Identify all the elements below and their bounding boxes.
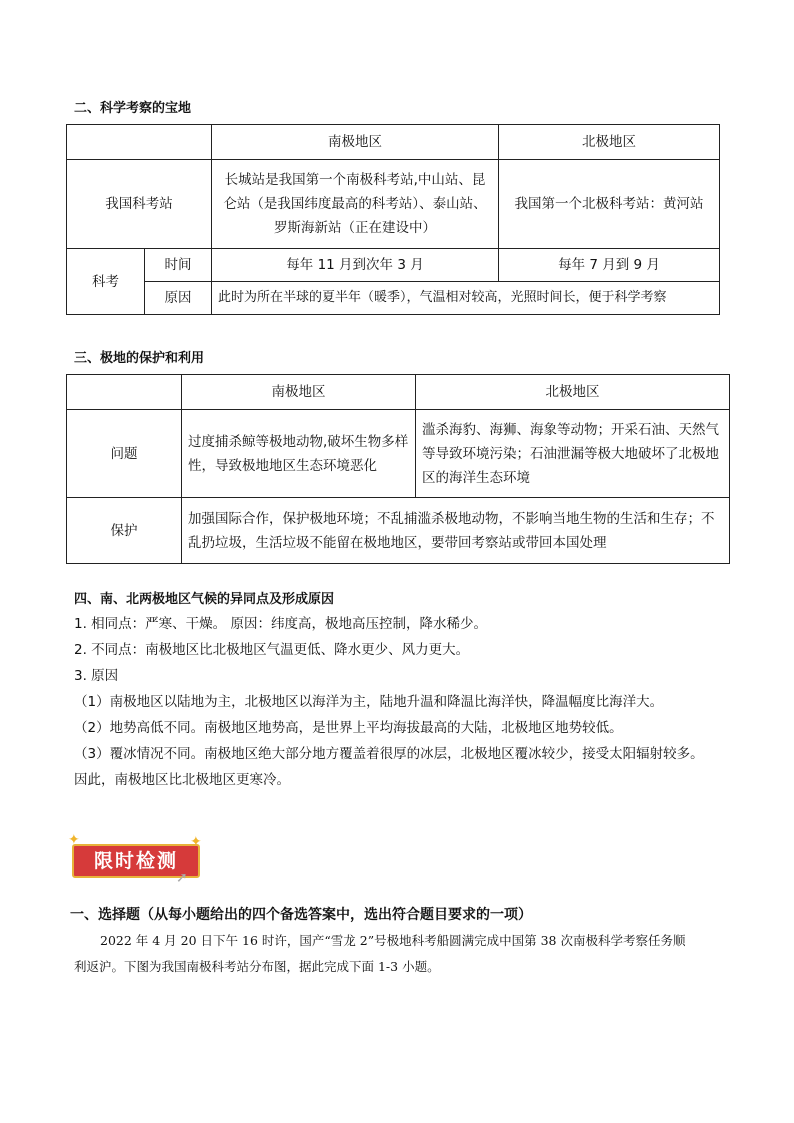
quiz-intro-line: 利返沪。下图为我国南极科考站分布图，据此完成下面 1-3 小题。: [74, 959, 440, 974]
header-south-2: 南极地区: [182, 375, 416, 410]
reason-label: 原因: [145, 282, 212, 315]
time-label: 时间: [145, 249, 212, 282]
time-south: 每年 11 月到次年 3 月: [212, 249, 499, 282]
star-icon: ✦: [190, 834, 202, 850]
climate-line: （2）地势高低不同。南极地区地势高，是世界上平均海拔最高的大陆，北极地区地势较低。: [74, 720, 623, 736]
problem-label: 问题: [67, 410, 182, 498]
problem-south: 过度捕杀鲸等极地动物,破坏生物多样性，导致极地地区生态环境恶化: [182, 410, 416, 498]
header-north-2: 北极地区: [416, 375, 730, 410]
star-icon: ✦: [68, 832, 80, 848]
section2-heading: 二、科学考察的宝地: [74, 101, 192, 116]
station-label: 我国科考站: [67, 160, 212, 249]
kekao-label: 科考: [67, 249, 145, 315]
climate-line: 因此，南极地区比北极地区更寒冷。: [74, 772, 290, 788]
badge-label: 限时检测: [72, 844, 200, 878]
timed-test-badge: [68, 832, 204, 886]
station-south: 长城站是我国第一个南极科考站,中山站、昆仑站（是我国纬度最高的科考站）、泰山站、罗斯海新站（正在建设中）: [212, 160, 499, 249]
climate-line: 2. 不同点：南极地区比北极地区气温更低、降水更少、风力更大。: [74, 642, 470, 658]
section4-heading: 四、南、北两极地区气候的异同点及形成原因: [74, 592, 335, 607]
station-table: [66, 124, 720, 315]
cursor-icon: ➚: [176, 870, 188, 886]
corner-cell-2: [67, 375, 182, 410]
climate-line: （1）南极地区以陆地为主，北极地区以海洋为主，陆地升温和降温比海洋快，降温幅度比海洋大。: [74, 694, 664, 710]
climate-line: 1. 相同点：严寒、干燥。 原因：纬度高，极地高压控制，降水稀少。: [74, 616, 487, 632]
header-north: 北极地区: [499, 125, 720, 160]
protect-text: 加强国际合作，保护极地环境；不乱捕滥杀极地动物，不影响当地生物的生活和生存；不乱扔垃圾，生活垃圾不能留在极地地区，要带回考察站或带回本国处理: [182, 498, 730, 564]
quiz-intro-line: 2022 年 4 月 20 日下午 16 时许，国产“雪龙 2”号极地科考船圆满完成中国第 38 次南极科学考察任务顺: [100, 933, 686, 948]
corner-cell: [67, 125, 212, 160]
section4-body: [74, 611, 734, 793]
time-north: 每年 7 月到 9 月: [499, 249, 720, 282]
section3-heading: 三、极地的保护和利用: [74, 351, 205, 366]
protection-table: [66, 374, 730, 564]
problem-north: 滥杀海豹、海狮、海象等动物；开采石油、天然气等导致环境污染；石油泄漏等极大地破坏了北极地区的海洋生态环境: [416, 410, 730, 498]
station-north: 我国第一个北极科考站：黄河站: [499, 160, 720, 249]
header-south: 南极地区: [212, 125, 499, 160]
quiz-heading: 一、选择题（从每小题给出的四个备选答案中，选出符合题目要求的一项）: [70, 907, 532, 923]
climate-line: （3）覆冰情况不同。南极地区绝大部分地方覆盖着很厚的冰层，北极地区覆冰较少，接受太阳辐射较多。: [74, 746, 704, 762]
protect-label: 保护: [67, 498, 182, 564]
climate-line: 3. 原因: [74, 668, 119, 684]
reason-text: 此时为所在半球的夏半年（暖季），气温相对较高，光照时间长，便于科学考察: [212, 282, 720, 315]
quiz-intro: [74, 928, 734, 980]
